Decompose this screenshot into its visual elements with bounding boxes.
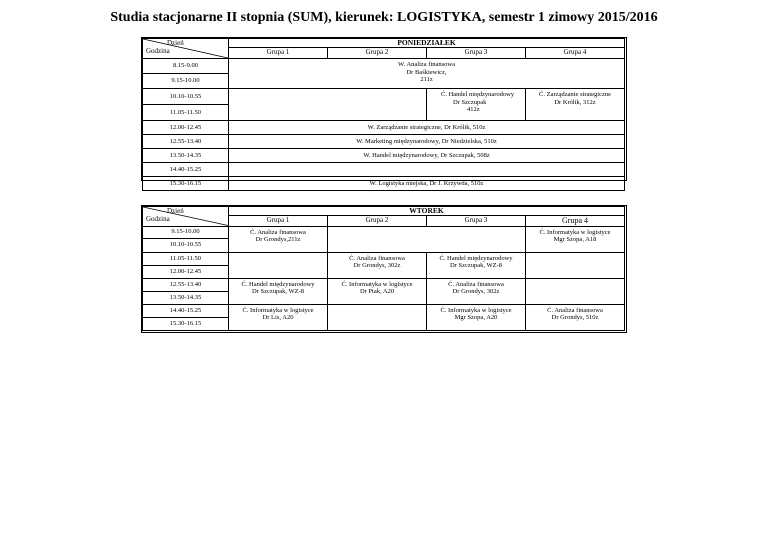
class-title: W. Analiza finansowa (398, 61, 456, 68)
class-teacher: Dr Szczupak, WZ-8 (251, 288, 305, 295)
corner-dzien: Dzień (167, 207, 184, 215)
class-cell-logistyka-miejska: W. Logistyka miejska, Dr J. Krzywda, 510z (229, 177, 625, 191)
day-header-monday: PONIEDZIAŁEK (229, 39, 625, 48)
day-header-tuesday: WTOREK (229, 207, 625, 216)
time-slot: 12.55-13.40 (143, 278, 229, 291)
class-title: Ć. Zarządzanie strategiczne (539, 91, 612, 98)
class-room: 412z (467, 106, 480, 113)
class-title: Ć. Analiza finansowa (547, 306, 603, 314)
class-teacher: Dr Grondys, 510z (551, 314, 599, 321)
corner-godzina: Godzina (146, 47, 170, 55)
class-teacher: Mgr Szopa, A18 (553, 236, 597, 243)
class-title: Ć. Handel międzynarodowy (439, 254, 513, 262)
time-slot: 15.30-16.15 (143, 317, 229, 330)
class-title: Ć. Informatyka w logistyce (440, 306, 512, 314)
time-slot: 11.05-11.50 (143, 105, 229, 121)
class-teacher: Dr Baśkiewicz, (406, 68, 447, 76)
class-teacher: Dr Szczupak, WZ-8 (449, 262, 503, 269)
monday-table-frame (141, 37, 627, 181)
class-teacher: Dr Ptak, A20 (359, 288, 395, 295)
time-slot: 12.00-12.45 (143, 265, 229, 278)
time-slot: 14.40-15.25 (143, 163, 229, 177)
class-cell-marketing: W. Marketing międzynarodowy, Dr Niedzielska, 510z (229, 135, 625, 149)
time-slot: 11.05-11.50 (143, 252, 229, 265)
tuesday-table-frame (141, 205, 627, 333)
time-slot: 13.50-14.35 (143, 291, 229, 304)
time-slot: 10.10-10.55 (143, 238, 229, 252)
time-slot: 15.30-16.15 (143, 177, 229, 191)
class-title: Ć. Handel międzynarodowy (241, 280, 315, 288)
time-slot: 8.15-9.00 (143, 59, 229, 74)
time-slot: 9.15-10.00 (143, 74, 229, 89)
page-title: Studia stacjonarne II stopnia (SUM), kierunek: LOGISTYKA, semestr 1 zimowy 2015/2016 (110, 10, 658, 25)
group-header-1: Grupa 1 (229, 215, 328, 226)
class-teacher: Dr Królik, 312z (554, 98, 596, 106)
class-title: Ć. Handel międzynarodowy (441, 91, 515, 98)
class-title: Ć. Analiza finansowa (448, 280, 504, 288)
class-teacher: Dr Lis, A20 (262, 314, 294, 321)
class-cell-zarzadzanie-lecture: W. Zarządzanie strategiczne, Dr Królik, 510z (229, 121, 625, 135)
time-slot: 12.00-12.45 (143, 121, 229, 135)
group-header-1: Grupa 1 (229, 48, 328, 59)
class-teacher: Dr Grondys,211z (255, 236, 301, 243)
time-slot: 10.10-10.55 (143, 89, 229, 105)
class-room: 211z (420, 76, 433, 83)
class-teacher: Dr Grondys, 302z (452, 288, 500, 295)
class-title: Ć. Analiza finansowa (250, 228, 306, 236)
time-slot: 12.55-13.40 (143, 135, 229, 149)
time-slot: 14.40-15.25 (143, 304, 229, 317)
class-cell-handel-lecture: W. Handel międzynarodowy, Dr Szczupak, 508z (229, 149, 625, 163)
corner-dzien: Dzień (167, 39, 184, 47)
corner-godzina: Godzina (146, 215, 170, 223)
group-header-2: Grupa 2 (328, 48, 427, 59)
group-header-2: Grupa 2 (328, 215, 427, 226)
group-header-4: Grupa 4 (526, 215, 625, 226)
class-teacher: Mgr Szopa, A20 (454, 314, 498, 321)
group-header-4: Grupa 4 (526, 48, 625, 59)
time-slot: 13.50-14.35 (143, 149, 229, 163)
class-title: Ć. Informatyka w logistyce (539, 228, 611, 236)
class-title: Ć. Analiza finansowa (349, 254, 405, 262)
class-teacher: Dr Grondys, 302z (353, 262, 401, 269)
group-header-3: Grupa 3 (427, 215, 526, 226)
group-header-3: Grupa 3 (427, 48, 526, 59)
class-title: Ć. Informatyka w logistyce (242, 306, 314, 314)
class-title: Ć. Informatyka w logistyce (341, 280, 413, 288)
time-slot: 9.15-10.00 (143, 226, 229, 238)
class-teacher: Dr Szczupak (453, 98, 487, 106)
